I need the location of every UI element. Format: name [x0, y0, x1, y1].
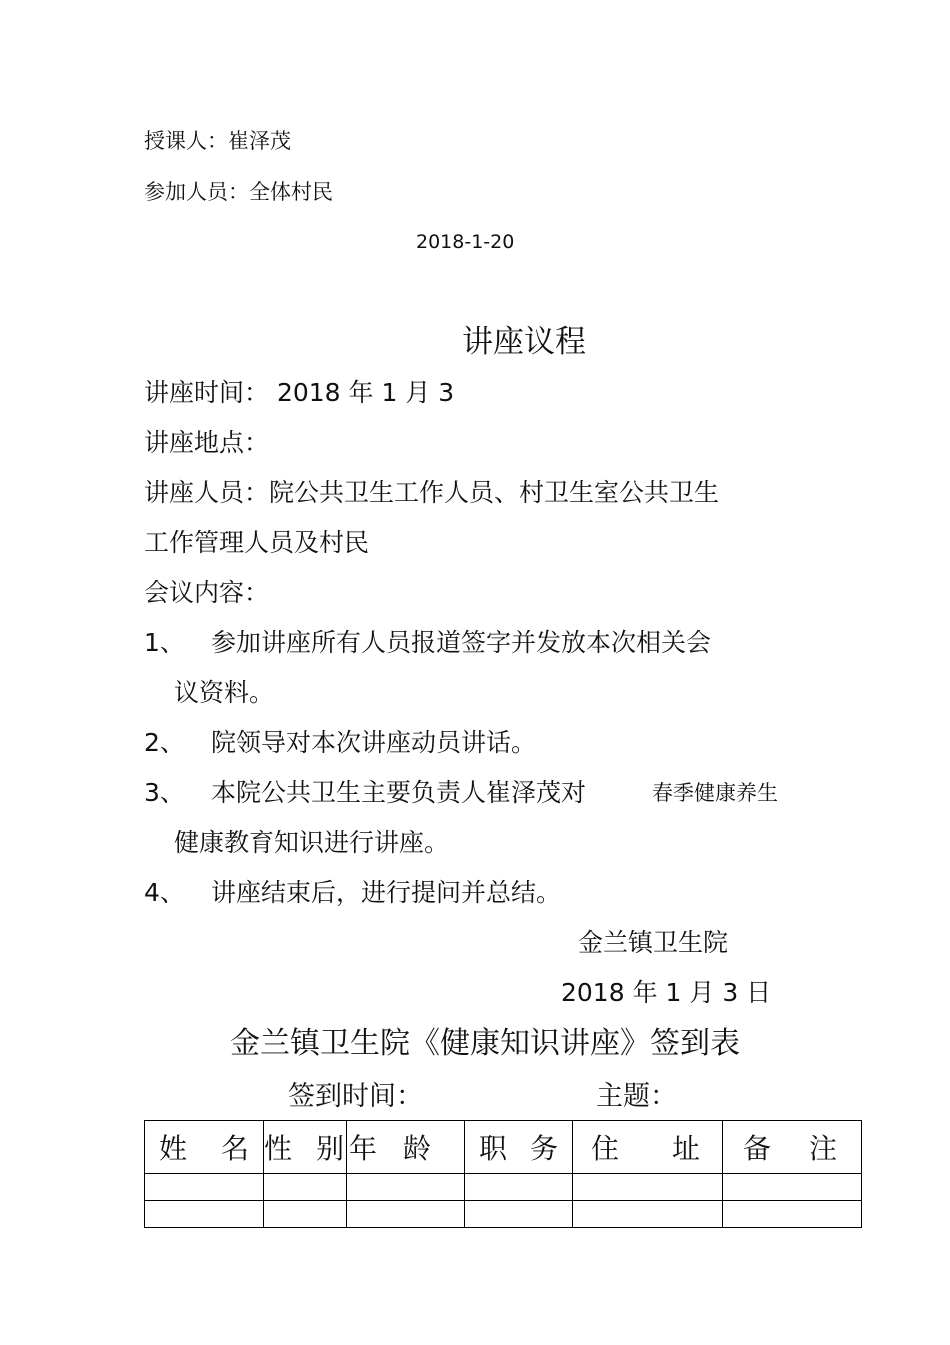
- table-cell: [145, 1174, 264, 1201]
- signature-date: 2018 年 1 月 3 日: [561, 978, 772, 1007]
- agenda-item-4-num: 4、: [144, 878, 185, 907]
- table-cell: [723, 1201, 862, 1228]
- table-cell: [723, 1174, 862, 1201]
- signin-time-label: 签到时间：: [288, 1081, 423, 1112]
- agenda-item-3-text: 本院公共卫生主要负责人崔泽茂对: [211, 778, 587, 807]
- agenda-time: 讲座时间： 2018 年 1 月 3: [144, 378, 455, 407]
- lecturer-line: 授课人：崔泽茂: [144, 129, 291, 153]
- column-header-age: 年 龄: [347, 1121, 465, 1174]
- agenda-item-1-text: 参加讲座所有人员报道签字并发放本次相关会: [211, 628, 712, 657]
- agenda-item-1-num: 1、: [144, 628, 185, 657]
- table-cell: [347, 1201, 465, 1228]
- column-header-remarks: 备 注: [723, 1121, 862, 1174]
- signin-table: [144, 1120, 862, 1228]
- agenda-people-line1: 讲座人员：院公共卫生工作人员、村卫生室公共卫生: [144, 478, 720, 507]
- table-cell: [465, 1201, 573, 1228]
- agenda-item-3-topic: 春季健康养生: [652, 781, 778, 805]
- table-cell: [264, 1201, 347, 1228]
- signature-org: 金兰镇卫生院: [578, 928, 729, 957]
- table-row: [145, 1201, 862, 1228]
- agenda-item-2-text: 院领导对本次讲座动员讲话。: [211, 728, 537, 757]
- table-cell: [347, 1174, 465, 1201]
- agenda-item-1-text-cont: 议资料。: [174, 678, 275, 707]
- signin-table-header: [145, 1121, 862, 1174]
- agenda-item-3-text-cont: 健康教育知识进行讲座。: [174, 828, 450, 857]
- column-header-position: 职 务: [465, 1121, 573, 1174]
- column-header-name: 姓 名: [145, 1121, 264, 1174]
- column-header-address: 住 址: [573, 1121, 723, 1174]
- table-row: [145, 1174, 862, 1201]
- table-cell: [465, 1174, 573, 1201]
- signin-title: 金兰镇卫生院《健康知识讲座》签到表: [230, 1026, 740, 1061]
- agenda-item-3-num: 3、: [144, 778, 185, 807]
- agenda-item-4-text: 讲座结束后，进行提问并总结。: [211, 878, 562, 907]
- participants-line: 参加人员：全体村民: [144, 180, 333, 204]
- table-cell: [573, 1201, 723, 1228]
- agenda-place: 讲座地点：: [144, 428, 270, 457]
- table-cell: [573, 1174, 723, 1201]
- table-cell: [264, 1174, 347, 1201]
- agenda-item-2-num: 2、: [144, 728, 185, 757]
- agenda-content-label: 会议内容：: [144, 578, 270, 607]
- agenda-people-line2: 工作管理人员及村民: [144, 528, 370, 557]
- table-cell: [145, 1201, 264, 1228]
- header-date: 2018-1-20: [416, 231, 515, 253]
- agenda-title: 讲座议程: [462, 324, 586, 360]
- column-header-gender: 性 别: [264, 1121, 347, 1174]
- signin-topic-label: 主题：: [596, 1081, 677, 1112]
